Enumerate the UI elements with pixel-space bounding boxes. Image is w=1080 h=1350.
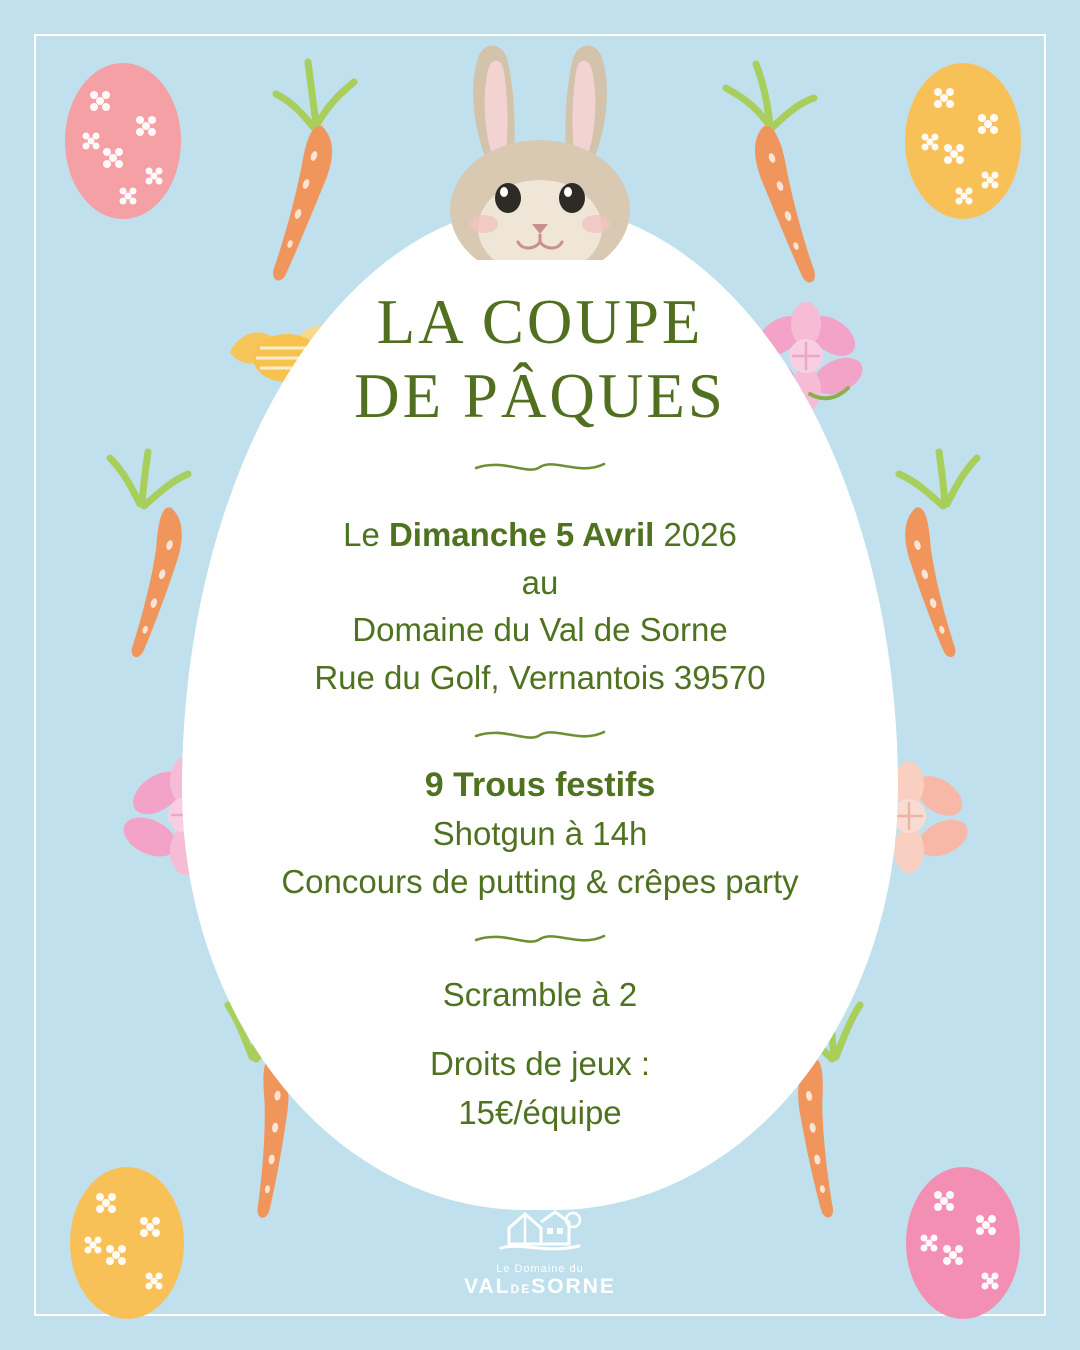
event-format — [182, 761, 898, 906]
logo-title-val: VAL — [464, 1275, 511, 1298]
page-title — [182, 285, 898, 434]
logo-title — [445, 1275, 635, 1299]
date-value: Dimanche 5 Avril — [388, 515, 655, 553]
format-headline: 9 Trous festifs — [424, 766, 656, 805]
fees-label: Droits de jeux : — [429, 1044, 651, 1082]
logo-subtitle: Le Domaine du — [496, 1263, 584, 1275]
easter-egg-pink-bottomright — [898, 1155, 1028, 1320]
logo-title-de: DE — [510, 1282, 532, 1296]
date-year: 2026 — [654, 515, 737, 553]
easter-egg-yellow-topright — [898, 46, 1028, 221]
title-line-1: LA COUPE — [376, 287, 704, 357]
divider-flourish-2 — [470, 724, 610, 746]
play-fees — [182, 1039, 898, 1138]
divider-flourish-3 — [470, 928, 610, 950]
house-logo-icon — [495, 1198, 585, 1254]
easter-egg-yellow-bottomleft — [62, 1155, 192, 1320]
event-venue: Domaine du Val de Sorne — [352, 611, 728, 649]
event-info — [182, 511, 898, 702]
event-au: au — [521, 563, 559, 601]
logo-title-sorne: SORNE — [531, 1275, 616, 1298]
poster-content — [182, 205, 898, 1210]
title-line-2: DE PÂQUES — [354, 361, 726, 432]
play-scramble: Scramble à 2 — [442, 976, 638, 1014]
format-shotgun: Shotgun à 14h — [432, 815, 648, 853]
brand-logo — [445, 1198, 635, 1299]
fees-value: 15€/équipe — [458, 1094, 622, 1132]
spacer — [182, 1019, 898, 1033]
format-activities: Concours de putting & crêpes party — [281, 863, 799, 901]
event-date-line — [202, 511, 878, 559]
divider-flourish-1 — [470, 456, 610, 478]
date-prefix: Le — [343, 515, 389, 553]
event-address: Rue du Golf, Vernantois 39570 — [314, 659, 766, 697]
easter-egg-pink-topleft — [58, 46, 188, 221]
